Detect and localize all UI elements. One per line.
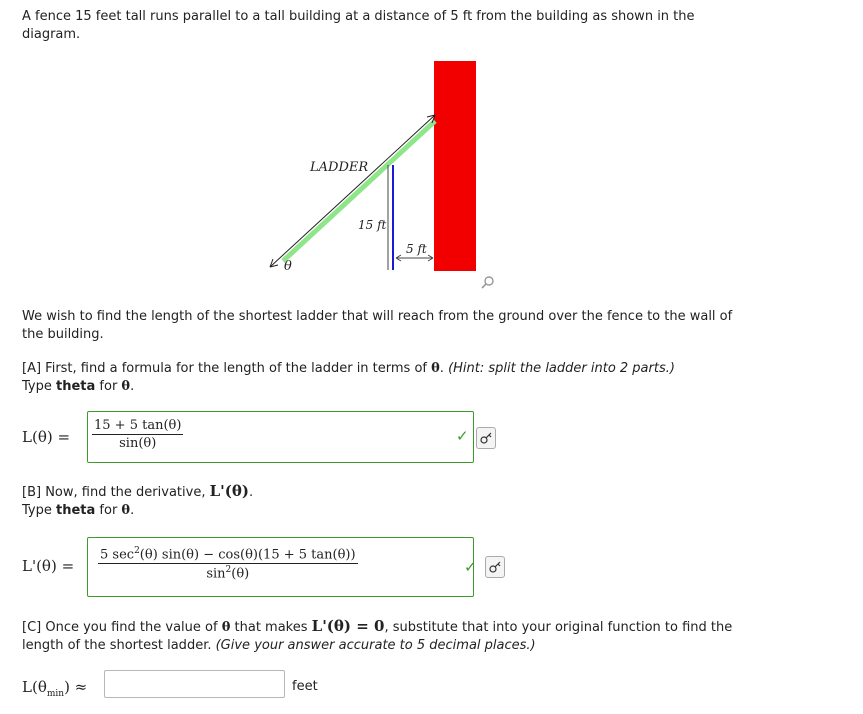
- part-a-lhs: L(θ) =: [22, 428, 71, 446]
- part-a-fraction: 15 + 5 tan(θ) sin(θ): [94, 418, 182, 451]
- part-a-prompt: [A] First, find a formula for the length of the ladder in terms of θ. (Hint: split the ladder into 2 parts.) Type theta for θ.: [22, 361, 675, 394]
- part-c-unit: feet: [292, 679, 318, 694]
- part-c-lhs: $L(\theta_{min})$ ≈: [22, 678, 88, 699]
- part-b-prompt: [B] Now, find the derivative, L'(θ). Type theta for θ.: [22, 482, 254, 518]
- part-a-check-icon: ✓: [456, 427, 469, 445]
- part-b-key-icon[interactable]: [485, 556, 505, 578]
- zoom-icon[interactable]: [481, 275, 495, 289]
- gap-width-label: 5 ft: [406, 242, 427, 256]
- part-b-answer-field[interactable]: [87, 537, 474, 597]
- part-b-fraction: 5 $\sec^2(\theta) \sin(\theta) - \cos(\theta)(15 + 5$ tan(θ)) $\sin^2(\theta)$: [100, 546, 356, 582]
- part-b-check-icon: ✓: [464, 558, 477, 576]
- angle-label: θ: [284, 259, 292, 274]
- fence-height-label: 15 ft: [358, 218, 387, 232]
- building-wall: [434, 61, 476, 271]
- ladder-label: LADDER: [310, 160, 369, 175]
- part-b-lhs: L'(θ) =: [22, 557, 75, 575]
- part-c-answer-input[interactable]: [104, 670, 285, 698]
- intro-text: A fence 15 feet tall runs parallel to a tall building at a distance of 5 ft from the building as shown in the diagram.: [22, 9, 695, 42]
- part-a-key-icon[interactable]: [476, 427, 496, 449]
- part-a-answer-field[interactable]: [87, 411, 474, 463]
- problem-statement: We wish to find the length of the shortest ladder that will reach from the ground over the fence to the wall of the building.: [22, 309, 733, 342]
- ladder-diagram: [255, 55, 505, 290]
- part-c-prompt: [C] Once you find the value of θ that makes L'(θ) = 0, substitute that into your original function to find the length of the shortest ladder. (Give your answer accurate to 5 decimal places.): [22, 617, 733, 653]
- ladder-line: [283, 121, 435, 261]
